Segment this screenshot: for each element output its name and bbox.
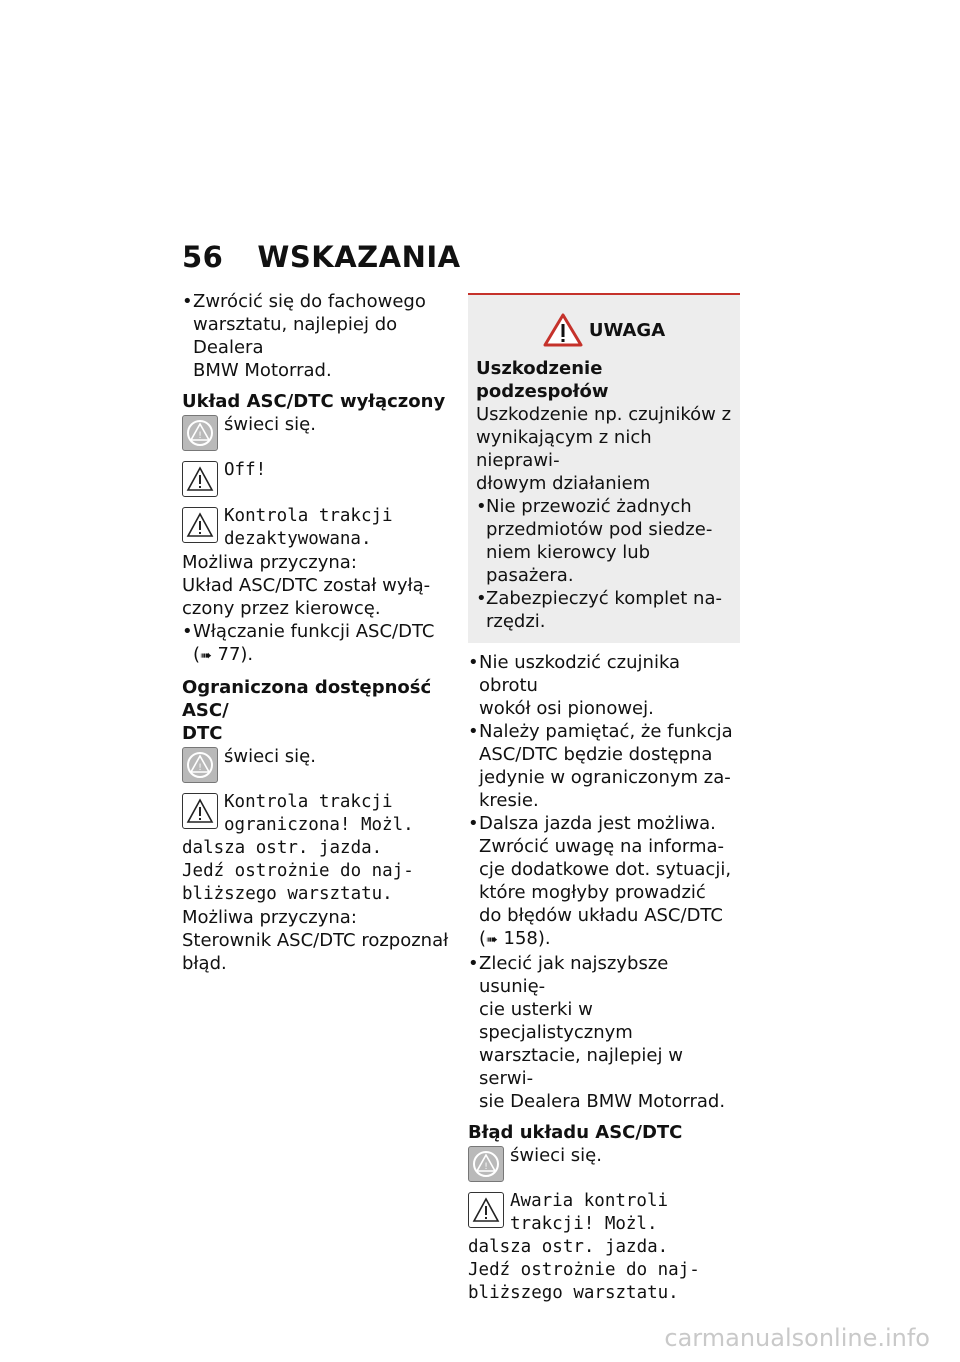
svg-text:!: !	[484, 1162, 488, 1172]
right-column	[468, 293, 740, 1305]
page-ref-arrow-icon: ➠	[200, 648, 212, 664]
list-item: • Nie uszkodzić czujnika obrotu wokół osi pionowej.	[468, 652, 681, 719]
warning-triangle-icon	[182, 461, 218, 497]
traction-light-icon	[182, 747, 218, 783]
traction-light-icon	[468, 1146, 504, 1182]
list-item: • Nie przewozić żadnych przedmiotów pod siedze- niem kierowcy lub pasażera.	[476, 496, 713, 586]
left-column: • Zwrócić się do fachowego warsztatu, najlepiej do Dealera BMW Motorrad. Układ ASC/DTC wyłączony ! świeci się. Off! Kontrola trakcji dezaktywowana. Możliwa przyczyna: Układ ASC/DTC został wyłą- czony przez kierowcę. • Włączanie funkcji ASC/DTC (➠ 77). Ograniczona dostępność ASC/ DTC ! świeci się. Kontrola trakcji ograniczona! Możl. dalsza ostr. jazda. Jedź ostrożnie do naj- bliższego warsztatu. Możliwa przyczyna: Sterownik ASC/DTC rozpoznał błąd.	[182, 290, 454, 975]
warning-triangle-icon	[543, 313, 583, 347]
page-heading	[182, 240, 461, 274]
section-title-asc-limited: Ograniczona dostępność ASC/	[182, 677, 432, 721]
list-item: • Zwrócić się do fachowego warsztatu, najlepiej do Dealera BMW Motorrad.	[182, 291, 426, 381]
page-ref-link[interactable]: 77).	[217, 644, 254, 665]
section-title-asc-error: Błąd układu ASC/DTC	[468, 1122, 683, 1143]
warning-header	[476, 313, 732, 347]
warning-triangle-icon	[468, 1192, 504, 1228]
message-row: Kontrola trakcji dezaktywowana.	[182, 505, 454, 551]
message-row: Kontrola trakcji ograniczona! Możl. dalsza ostr. jazda. Jedź ostrożnie do naj- bliższego warsztatu.	[182, 792, 414, 904]
warning-triangle-icon	[182, 507, 218, 543]
warning-label: UWAGA	[588, 319, 666, 341]
warning-title: Uszkodzenie podzespołów	[476, 358, 609, 402]
warning-box: UWAGA Uszkodzenie podzespołów Uszkodzenie np. czujników z wynikającym z nich nieprawi- dłowym działaniem • Nie przewozić żadnych przedmiotów pod siedze- niem kierowcy lub pasażera. • Zabezpieczyć komplet na- rzędzi.	[468, 293, 740, 643]
message-row: Off!	[182, 459, 454, 482]
svg-text:!: !	[198, 763, 202, 773]
list-item: • Należy pamiętać, że funkcja ASC/DTC będzie dostępna jedynie w ograniczonym za- kresie.	[468, 721, 733, 811]
list-item: • Dalsza jazda jest możliwa. Zwrócić uwagę na informa- cje dodatkowe dot. sytuacji, które mogłyby prowadzić do błędów układu ASC/DTC (➠ 158).	[468, 813, 732, 949]
list-item: • Włączanie funkcji ASC/DTC (➠ 77).	[182, 621, 435, 665]
page-number: 56	[182, 240, 224, 274]
indicator-row: ! świeci się.	[182, 745, 454, 768]
page-ref-link[interactable]: 158).	[503, 928, 551, 949]
list-item: • Zlecić jak najszybsze usunię- cie usterki w specjalistycznym warsztacie, najlepiej w serwi- sie Dealera BMW Motorrad.	[468, 953, 726, 1112]
warning-triangle-icon	[182, 793, 218, 829]
indicator-row: ! świeci się.	[468, 1144, 740, 1167]
indicator-row: ! świeci się.	[182, 413, 454, 436]
list-item: • Zabezpieczyć komplet na- rzędzi.	[476, 588, 722, 632]
page-ref-arrow-icon: ➠	[486, 932, 498, 948]
watermark: carmanualsonline.info	[664, 1324, 930, 1352]
message-row: Awaria kontroli trakcji! Możl. dalsza ostr. jazda. Jedź ostrożnie do naj- bliższego warsztatu.	[468, 1191, 700, 1303]
traction-light-icon	[182, 415, 218, 451]
page-title: WSKAZANIA	[257, 240, 461, 274]
svg-text:!: !	[198, 431, 202, 441]
section-title-asc-off: Układ ASC/DTC wyłączony	[182, 391, 446, 412]
